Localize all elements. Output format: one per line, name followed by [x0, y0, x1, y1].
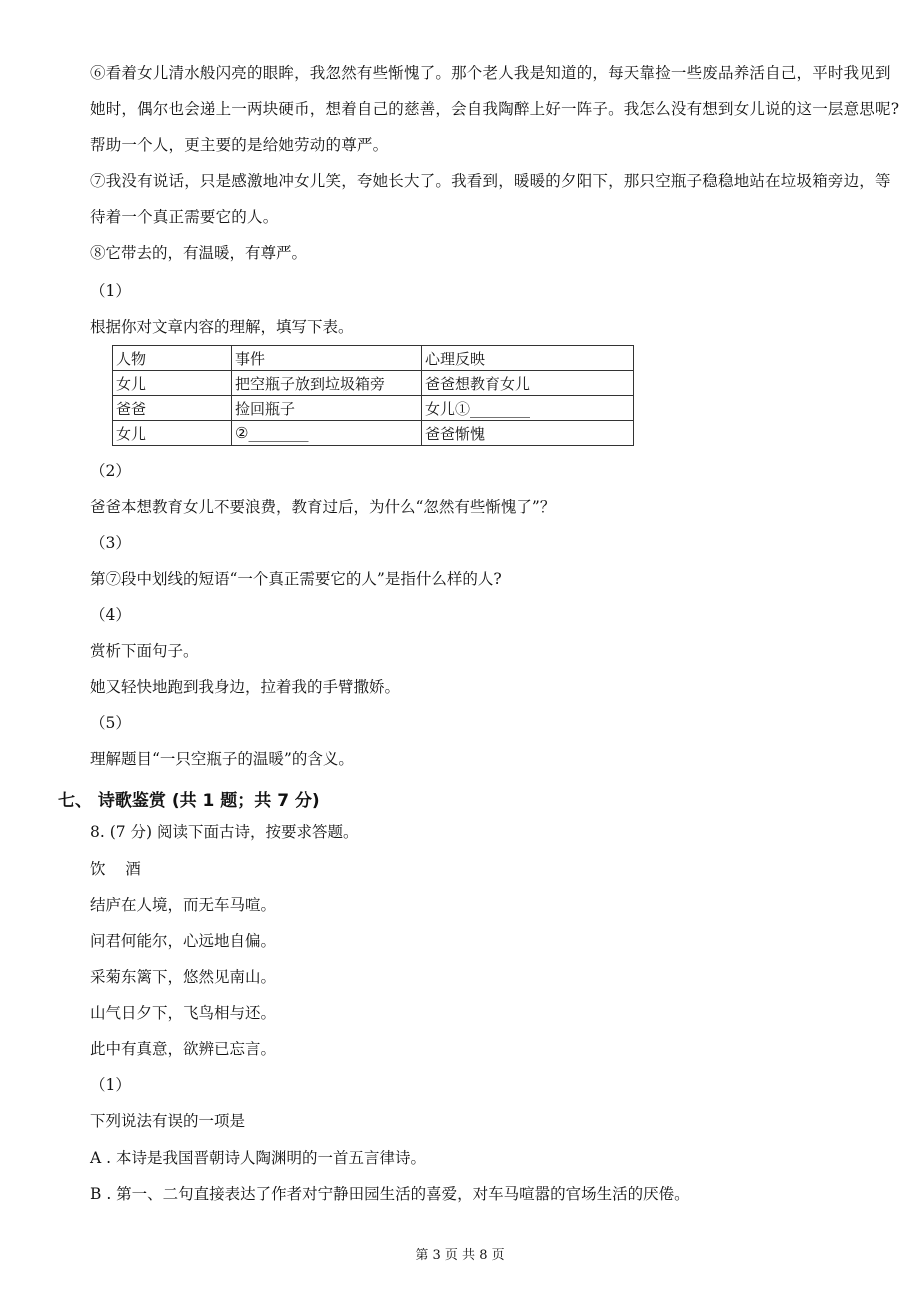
table-cell-blank-2: ②________ [232, 421, 422, 446]
table-cell: 爸爸惭愧 [422, 421, 634, 446]
answer-table [112, 345, 634, 446]
table-row [113, 396, 634, 421]
sub-question-1-number: （1） [90, 1076, 131, 1094]
poem-line: 问君何能尔，心远地自偏。 [90, 932, 277, 950]
table-header: 心理反映 [422, 346, 634, 371]
question-2-text: 爸爸本想教育女儿不要浪费，教育过后，为什么“忽然有些惭愧了”？ [90, 498, 556, 516]
question-3-text: 第⑦段中划线的短语“一个真正需要它的人”是指什么样的人? [90, 570, 502, 588]
table-cell: 女儿 [113, 371, 232, 396]
paragraph-7: ⑦我没有说话，只是感激地冲女儿笑，夸她长大了。我看到，暖暖的夕阳下，那只空瓶子稳稳地站在垃圾箱旁边，等待着一个真正需要它的人。 [90, 172, 891, 226]
option-b: B . 第一、二句直接表达了作者对宁静田园生活的喜爱，对车马喧嚣的官场生活的厌倦。 [90, 1185, 690, 1203]
table-cell: 女儿 [113, 421, 232, 446]
table-cell: 爸爸想教育女儿 [422, 371, 634, 396]
poem-line: 结庐在人境，而无车马喧。 [90, 896, 277, 914]
question-4-sentence: 她又轻快地跑到我身边，拉着我的手臂撒娇。 [90, 678, 401, 696]
table-cell: 爸爸 [113, 396, 232, 421]
section-7-heading: 七、 诗歌鉴赏 (共 1 题；共 7 分) [58, 791, 320, 811]
sub-question-1-text: 下列说法有误的一项是 [90, 1112, 246, 1130]
question-5-number: （5） [90, 714, 131, 732]
page-footer: 第 3 页 共 8 页 [415, 1248, 505, 1263]
poem-title: 饮 酒 [90, 860, 141, 878]
question-1-text: 根据你对文章内容的理解，填写下表。 [90, 318, 354, 336]
poem-line: 此中有真意，欲辨已忘言。 [90, 1040, 277, 1058]
table-row [113, 371, 634, 396]
question-2-number: （2） [90, 462, 131, 480]
question-8-intro: 8. (7 分) 阅读下面古诗，按要求答题。 [90, 823, 359, 841]
poem-line: 山气日夕下，飞鸟相与还。 [90, 1004, 277, 1022]
question-4-number: （4） [90, 606, 131, 624]
question-3-number: （3） [90, 534, 131, 552]
paragraph-8: ⑧它带去的，有温暖，有尊严。 [90, 244, 308, 262]
paragraph-6: ⑥看着女儿清水般闪亮的眼眸，我忽然有些惭愧了。那个老人我是知道的，每天靠捡一些废品养活自己，平时我见到她时，偶尔也会递上一两块硬币，想着自己的慈善，会自我陶醉上好一阵子。我怎么没有想到女儿说的这一层意思呢?帮助一个人，更主要的是给她劳动的尊严。 [90, 64, 900, 154]
table-header: 人物 [113, 346, 232, 371]
question-5-text: 理解题目“一只空瓶子的温暖”的含义。 [90, 750, 354, 768]
poem-line: 采菊东篱下，悠然见南山。 [90, 968, 277, 986]
table-header: 事件 [232, 346, 422, 371]
table-cell-blank-1: 女儿①________ [422, 396, 634, 421]
question-1-number: （1） [90, 282, 131, 300]
table-header-row [113, 346, 634, 371]
table-row [113, 421, 634, 446]
table-cell: 把空瓶子放到垃圾箱旁 [232, 371, 422, 396]
question-4-text: 赏析下面句子。 [90, 642, 199, 660]
option-a: A . 本诗是我国晋朝诗人陶渊明的一首五言律诗。 [90, 1149, 426, 1167]
table-cell: 捡回瓶子 [232, 396, 422, 421]
